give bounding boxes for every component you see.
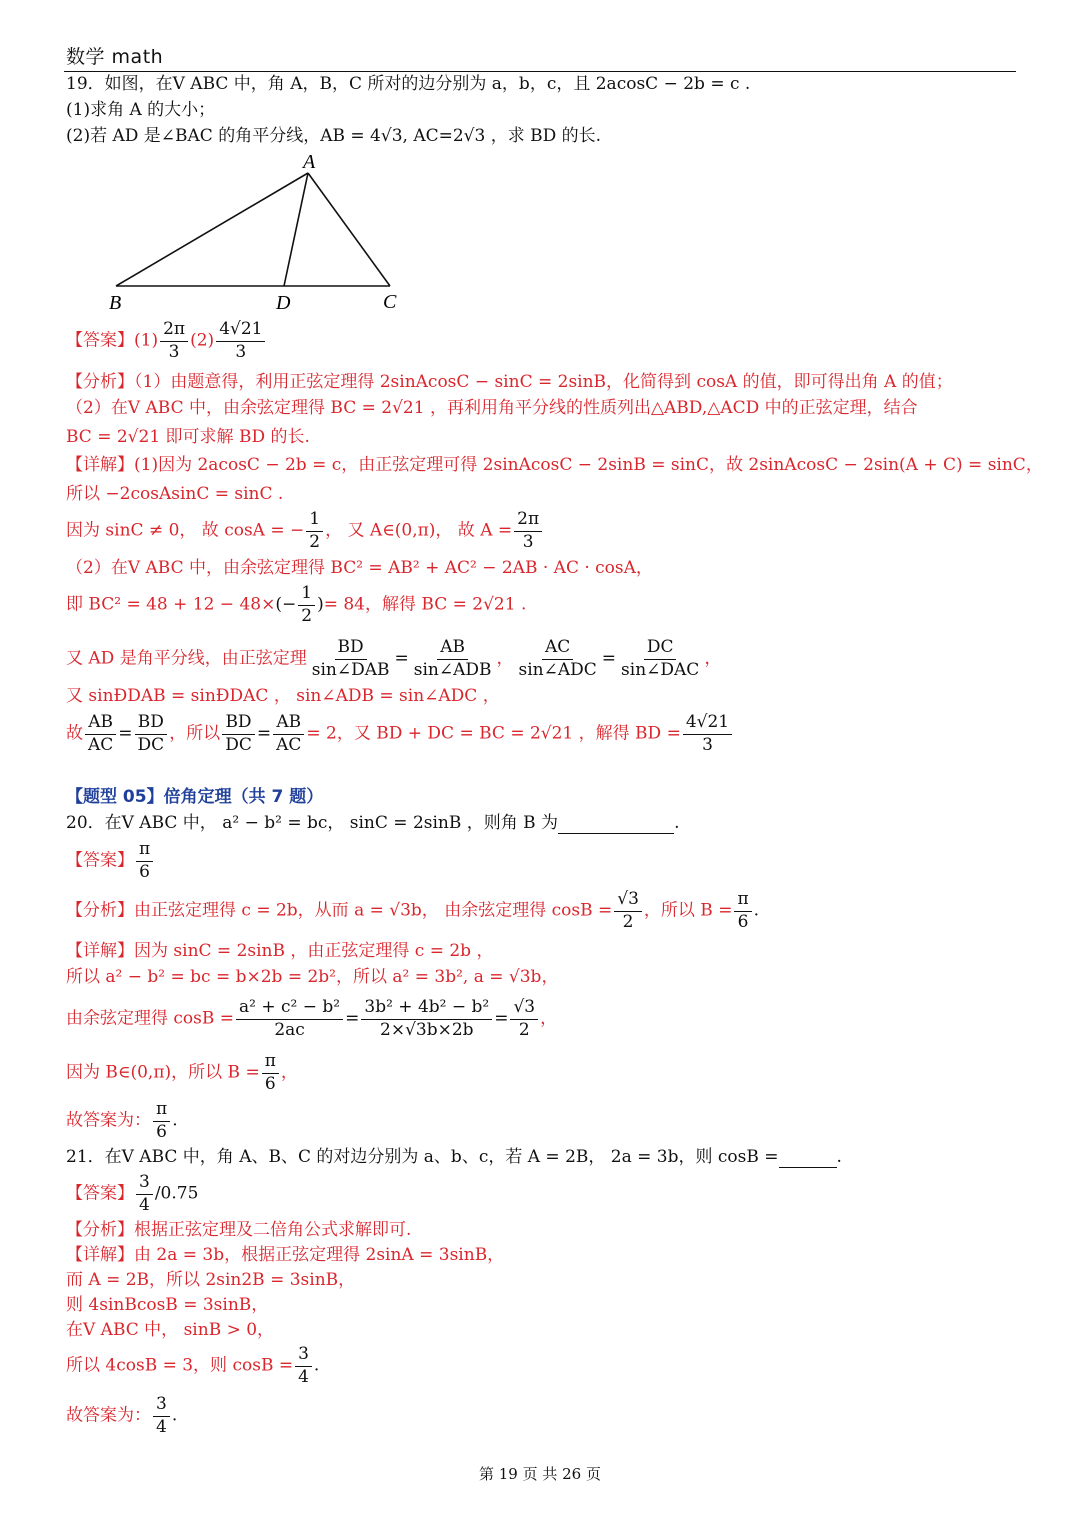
frac-den: sin∠DAC — [621, 659, 700, 680]
q21-detail-line-1: 【详解】由 2a = 3b，根据正弦定理得 2sinA = 3sinB， — [66, 1245, 505, 1265]
text: . — [674, 813, 680, 833]
fraction — [306, 510, 323, 552]
q19-analysis-line-1: 【分析】（1）由题意得，利用正弦定理得 2sinAcosC − sinC = 2sinB，化简得到 cosA 的值，即可得出角 A 的值； — [66, 372, 953, 392]
fraction — [222, 713, 255, 755]
q20-stem — [66, 813, 679, 834]
fraction — [135, 713, 168, 755]
frac-num: AC — [542, 638, 573, 660]
frac-den: AC — [276, 734, 302, 755]
answer-part1-tag: (1) — [134, 330, 159, 351]
label-d: D — [276, 292, 291, 314]
fraction — [510, 998, 538, 1040]
frac-den: DC — [225, 734, 252, 755]
text: 20．在V ABC 中， a² − b² = bc， sinC = 2sinB ，则角 B 为 — [66, 813, 559, 833]
frac-num: √3 — [510, 998, 538, 1020]
fraction — [153, 1395, 170, 1437]
frac-num: a² + c² − b² — [236, 998, 343, 1020]
text: 所以 4cosB = 3，则 cosB = — [66, 1355, 294, 1376]
frac-den: 2×√3b×2b — [380, 1019, 474, 1040]
answer-blank — [558, 813, 674, 834]
q21-detail-line-4: 在V ABC 中， sinB > 0， — [66, 1320, 275, 1340]
fraction — [614, 890, 642, 932]
text: = 84，解得 BC = 2√21 . — [323, 594, 527, 615]
q19-detail-line-5: 即 BC² = 48 + 12 − 48×(− $\frac{1}{2}$ )= 84，解得 BC = 2√21 . — [66, 583, 527, 626]
fraction — [514, 510, 542, 552]
frac-den: sin∠ADC — [518, 659, 597, 680]
text: . — [836, 1147, 842, 1167]
q19-detail-line-3 — [66, 510, 544, 552]
answer-label: 【答案】 — [66, 330, 134, 351]
text: 由余弦定理得 cosB = — [66, 1008, 235, 1029]
q20-detail-line-5: 故答案为： $\frac{\pi}{6}$ . — [66, 1099, 178, 1142]
fraction — [262, 1052, 279, 1094]
frac-den: 6 — [156, 1121, 167, 1142]
q20-detail-line-1: 【详解】因为 sinC = 2sinB ，由正弦定理得 c = 2b ， — [66, 941, 494, 961]
frac-den: sin∠DAB — [311, 659, 390, 680]
frac-den: 4 — [139, 1194, 150, 1215]
frac-num: π — [734, 890, 751, 912]
label-b: B — [109, 292, 122, 314]
fraction — [618, 638, 702, 680]
frac-num: π — [153, 1100, 170, 1122]
frac-num: π — [262, 1052, 279, 1074]
side-ab — [116, 173, 308, 286]
q19-detail-line-4: （2）在V ABC 中，由余弦定理得 BC² = AB² + AC² − 2AB · AC · cosA， — [66, 558, 653, 578]
frac-den: 2ac — [274, 1019, 305, 1040]
fraction — [273, 713, 304, 755]
frac-den: 6 — [737, 911, 749, 932]
page-footer: 第 19 页 共 26 页 — [478, 1465, 601, 1483]
frac-num: BD — [222, 713, 254, 735]
frac-num: AB — [273, 713, 304, 735]
frac-num: 1 — [306, 510, 323, 532]
frac-num: 3b² + 4b² − b² — [361, 998, 492, 1020]
frac-num: 3 — [136, 1173, 153, 1195]
text: 即 BC² = 48 + 12 − 48× — [66, 594, 276, 615]
text: ， 又 A∈(0,π)， 故 A = — [325, 520, 513, 541]
q21-answer — [66, 1173, 198, 1215]
text: 【分析】由正弦定理得 c = 2b，从而 a = √3b， 由余弦定理得 cosB = — [66, 900, 613, 921]
frac-den: 2 — [301, 605, 313, 626]
fraction — [153, 1100, 170, 1142]
q19-analysis-line-2: （2）在V ABC 中，由余弦定理得 BC = 2√21 ，再利用角平分线的性质列出△ABD,△ACD 中的正弦定理，结合 — [66, 398, 918, 418]
frac-num: AB — [85, 713, 116, 735]
text: ，所以 B = — [643, 900, 733, 921]
fraction — [309, 638, 393, 680]
header-title: 数学 math — [66, 46, 164, 68]
frac-num: 4√21 — [683, 713, 732, 735]
q19-detail-line-6: 又 AD 是角平分线，由正弦定理 $\frac{BD}{\text{sin∠DAB}}$ = $\frac{AB}{\text{sin∠ADB}}$ ， $\frac{AC}{\text{sin∠ADC}}$ = $\frac{DC}{\text{sin∠DAC}}$ ， — [66, 637, 722, 680]
frac-den: 4 — [298, 1366, 309, 1387]
answer-part2-tag: (2) — [190, 330, 215, 351]
text: 21．在V ABC 中，角 A、B、C 的对边分别为 a、b、c，若 A = 2B， 2a = 3b，则 cosB = — [66, 1147, 779, 1167]
section-title: 【题型 05】倍角定理（共 7 题） — [66, 787, 324, 807]
q19-detail-line-8: 故 $\frac{AB}{AC}$ = $\frac{BD}{DC}$ ，所以 $\frac{BD}{DC}$ = $\frac{AB}{AC}$ = 2，又 BD + DC = BC = 2√21 ，解得 BD = $\frac{4√21}{3}$ — [66, 713, 734, 755]
answer-blank — [779, 1147, 837, 1168]
frac-num: π — [136, 840, 153, 862]
frac-den: 4 — [156, 1416, 167, 1437]
q21-detail-line-2: 而 A = 2B，所以 2sin2B = 3sinB， — [66, 1270, 356, 1290]
q19-detail-line-1: 【详解】(1)因为 2acosC − 2b = c，由正弦定理可得 2sinAcosC − 2sinB = sinC，故 2sinAcosC − 2sin(A + C) = sinC， — [66, 455, 1043, 475]
triangle-figure — [100, 150, 420, 315]
fraction — [516, 638, 600, 680]
frac-den: 2 — [622, 911, 634, 932]
fraction — [85, 713, 116, 755]
frac-num: 3 — [153, 1395, 170, 1417]
label-a: A — [303, 151, 316, 173]
label-c: C — [383, 291, 397, 313]
frac-den: 6 — [139, 861, 150, 882]
q20-detail-line-4: 因为 B∈(0,π)，所以 B = $\frac{\pi}{6}$ ， — [66, 1051, 298, 1094]
frac-den: sin∠ADB — [413, 659, 492, 680]
q21-stem — [66, 1147, 842, 1168]
answer-part2-fraction — [216, 320, 265, 362]
fraction — [734, 890, 751, 932]
q19-analysis-line-3: BC = 2√21 即可求解 BD 的长. — [66, 427, 310, 447]
text: 又 AD 是角平分线，由正弦定理 — [66, 648, 307, 669]
frac-num: √3 — [614, 890, 642, 912]
q19-detail-line-7: 又 sinÐDAB = sinÐDAC ， sin∠ADB = sin∠ADC ， — [66, 686, 500, 706]
text: 因为 sinC ≠ 0， 故 cosA = − — [66, 520, 305, 541]
frac-num: BD — [335, 638, 367, 660]
q19-part1: (1)求角 A 的大小； — [66, 100, 216, 120]
frac-den: 2 — [518, 1019, 530, 1040]
header-rule — [64, 71, 1016, 72]
fraction — [236, 998, 343, 1040]
frac-num: 3 — [295, 1345, 312, 1367]
q19-detail-line-2: 所以 −2cosAsinC = sinC . — [66, 484, 284, 504]
q19-stem: 19．如图，在V ABC 中，角 A，B，C 所对的边分别为 a，b，c，且 2acosC − 2b = c . — [66, 74, 751, 94]
frac-den: 3 — [702, 734, 713, 755]
frac-den: 6 — [264, 1073, 276, 1094]
frac-den: 3 — [522, 531, 534, 552]
text: = 2，又 BD + DC = BC = 2√21 ，解得 BD = — [306, 723, 681, 744]
text: 因为 B∈(0,π)，所以 B = — [66, 1062, 260, 1083]
text: 故答案为： — [66, 1405, 151, 1426]
answer-part1-fraction — [160, 320, 188, 362]
frac-den: 2 — [309, 531, 321, 552]
text: ，所以 — [169, 723, 221, 744]
side-ac — [308, 173, 390, 286]
fraction — [136, 840, 153, 882]
frac-num: AB — [437, 638, 468, 660]
fraction — [361, 998, 492, 1040]
q19-part2: (2)若 AD 是∠BAC 的角平分线，AB = 4√3, AC=2√3 ，求 BD 的长. — [66, 126, 602, 146]
text: 故 — [66, 723, 83, 744]
q19-answer — [66, 320, 267, 362]
q20-detail-line-2: 所以 a² − b² = bc = b×2b = 2b²，所以 a² = 3b², a = √3b， — [66, 967, 559, 987]
q21-analysis: 【分析】根据正弦定理及二倍角公式求解即可. — [66, 1220, 412, 1240]
answer-label: 【答案】 — [66, 850, 134, 871]
frac-den: 3 — [168, 341, 180, 362]
fraction — [411, 638, 495, 680]
q21-detail-line-6: 故答案为： $\frac{3}{4}$ . — [66, 1394, 178, 1437]
fraction — [683, 713, 732, 755]
frac-den: DC — [137, 734, 165, 755]
frac-num: 4√21 — [216, 320, 265, 342]
frac-num: DC — [644, 638, 677, 660]
q21-detail-line-5: 所以 4cosB = 3，则 cosB = $\frac{3}{4}$ . — [66, 1344, 320, 1387]
frac-num: 2π — [160, 320, 188, 342]
frac-num: 1 — [298, 584, 315, 606]
bisector-ad — [284, 173, 308, 286]
frac-den: 3 — [235, 341, 247, 362]
frac-den: AC — [88, 734, 114, 755]
answer-label: 【答案】 — [66, 1183, 134, 1204]
fraction — [295, 1345, 312, 1387]
text: 故答案为： — [66, 1110, 151, 1131]
fraction — [136, 1173, 153, 1215]
q20-answer — [66, 840, 155, 882]
q21-detail-line-3: 则 4sinBcosB = 3sinB， — [66, 1295, 269, 1315]
answer-alt: /0.75 — [154, 1183, 199, 1204]
fraction — [298, 584, 315, 626]
q20-detail-line-3: 由余弦定理得 cosB = $\frac{\text{a² + c² − b²}}{2ac}$ = $\frac{\text{3b² + 4b² − b²}}{2\times√3b\times 2b}$ = $\frac{√3}{2}$ ， — [66, 997, 558, 1040]
frac-num: BD — [135, 713, 167, 735]
q20-analysis: 【分析】由正弦定理得 c = 2b，从而 a = √3b， 由余弦定理得 cosB = $\frac{√3}{2}$ ，所以 B = $\frac{\pi}{6}$ . — [66, 889, 760, 932]
frac-num: 2π — [514, 510, 542, 532]
